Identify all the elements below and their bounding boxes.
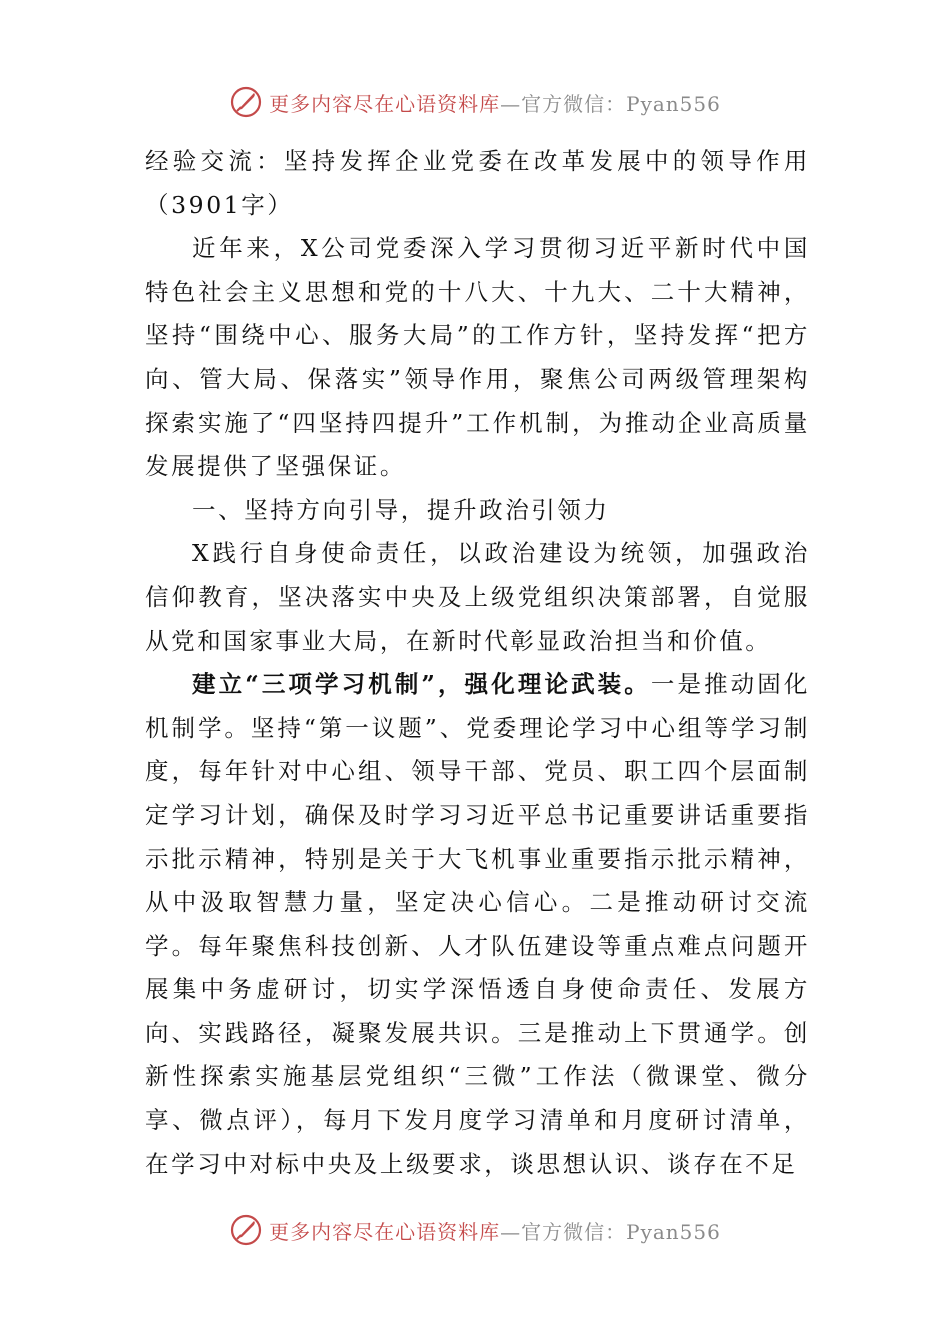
watermark-banner-top <box>0 82 950 122</box>
document-title: 经验交流：坚持发挥企业党委在改革发展中的领导作用（3901字） <box>145 147 810 219</box>
intro-paragraph: 近年来，X公司党委深入学习贯彻习近平新时代中国特色社会主义思想和党的十八大、十九大、二十大精神，坚持“围绕中心、服务大局”的工作方针，坚持发挥“把方向、管大局、保落实”领导作用，聚焦公司两级管理架构探索实施了“四坚持四提升”工作机制，为推动企业高质量发展提供了坚强保证。 <box>145 234 810 481</box>
paragraph-lead-bold: 建立“三项学习机制”，强化理论武装。 <box>192 670 651 699</box>
watermark-text: 更多内容尽在心语资料库—官方微信：Pyan556 <box>269 91 721 116</box>
quill-pen-seal-icon <box>229 1213 263 1247</box>
section-heading: 一、坚持方向引导，提升政治引领力 <box>192 495 610 524</box>
learning-mechanism-paragraph <box>145 663 810 1186</box>
watermark-text: 更多内容尽在心语资料库—官方微信：Pyan556 <box>269 1219 721 1244</box>
document-body <box>145 140 810 1186</box>
section-intro-paragraph: X践行自身使命责任，以政治建设为统领，加强政治信仰教育，坚决落实中央及上级党组织决策部署，自觉服从党和国家事业大局，在新时代彰显政治担当和价值。 <box>145 539 810 655</box>
quill-pen-seal-icon <box>229 85 263 119</box>
paragraph-body: 一是推动固化机制学。坚持“第一议题”、党委理论学习中心组等学习制度，每年针对中心组、领导干部、党员、职工四个层面制定学习计划，确保及时学习习近平总书记重要讲话重要指示批示精神，特别是关于大飞机事业重要指示批示精神，从中汲取智慧力量，坚定决心信心。二是推动研讨交流学。每年聚焦科技创新、人才队伍建设等重点难点问题开展集中务虚研讨，切实学深悟透自身使命责任、发展方向、实践路径，凝聚发展共识。三是推动上下贯通学。创新性探索实施基层党组织“三微”工作法（微课堂、微分享、微点评），每月下发月度学习清单和月度研讨清单，在学习中对标中央及上级要求，谈思想认识、谈存在不足 <box>145 670 810 1178</box>
watermark-banner-bottom <box>0 1210 950 1250</box>
